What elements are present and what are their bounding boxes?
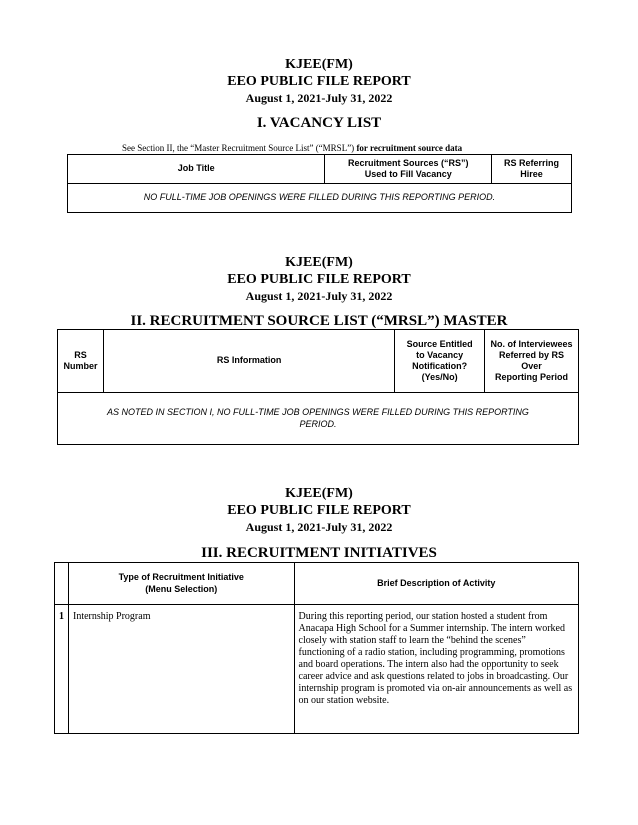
mrsl-message xyxy=(58,393,579,445)
mrsl-message-line1: AS NOTED IN SECTION I, NO FULL-TIME JOB OPENINGS WERE FILLED DURING THIS REPORTING xyxy=(107,407,529,418)
section-3-title: III. RECRUITMENT INITIATIVES xyxy=(201,545,437,561)
header-source-entitled-line2: to Vacancy xyxy=(416,349,464,360)
header-rs-number-line1: RS xyxy=(74,349,87,360)
report-period: August 1, 2021-July 31, 2022 xyxy=(245,289,393,303)
initiatives-table-row xyxy=(55,605,579,734)
header-rs-referring xyxy=(492,155,572,184)
station-call-sign: KJEE(FM) xyxy=(285,57,353,72)
mrsl-table-message-row xyxy=(58,393,579,445)
report-title: EEO PUBLIC FILE REPORT xyxy=(227,74,411,89)
mrsl-message-line2: PERIOD. xyxy=(299,418,337,429)
report-header-1 xyxy=(0,58,638,104)
station-call-sign: KJEE(FM) xyxy=(285,255,353,270)
report-header-2 xyxy=(0,256,638,302)
report-period: August 1, 2021-July 31, 2022 xyxy=(245,91,393,105)
header-initiative-type-line1: Type of Recruitment Initiative xyxy=(118,572,244,583)
header-rs-used xyxy=(325,155,492,184)
header-initiative-type xyxy=(68,563,294,605)
initiatives-table-header-row xyxy=(55,563,579,605)
header-rs-used-line1: Recruitment Sources (“RS”) xyxy=(347,157,469,168)
section-1-note-prefix: See Section II, the “Master Recruitment Source List” (“MRSL”) xyxy=(122,143,355,153)
vacancy-list-table xyxy=(67,154,572,213)
initiative-number: 1 xyxy=(55,605,69,734)
report-title: EEO PUBLIC FILE REPORT xyxy=(227,272,411,287)
header-description: Brief Description of Activity xyxy=(294,563,578,605)
header-rs-number-line2: Number xyxy=(63,361,98,371)
initiative-description: During this reporting period, our station hosted a student from Anacapa High School for a Summer internship. The intern worked closely with station staff to learn the “behind the scenes” functioning of a radio station, including programming, promotions and board operations. The intern also had the opportunity to seek career advice and ask questions related to jobs in broadcasting. Our internship program is promoted via on-air announcements as well as on our station website. xyxy=(294,605,578,734)
header-source-entitled-line1: Source Entitled xyxy=(406,338,473,349)
station-call-sign: KJEE(FM) xyxy=(285,486,353,501)
header-interviewees xyxy=(485,330,579,393)
section-1-note-suffix: for recruitment source data xyxy=(356,143,463,153)
header-job-title: Job Title xyxy=(68,155,325,184)
header-source-entitled-line3: Notification? xyxy=(412,361,468,371)
section-2-title: II. RECRUITMENT SOURCE LIST (“MRSL”) MASTER xyxy=(130,313,508,329)
header-interviewees-line3: Over xyxy=(521,361,542,371)
header-rs-number xyxy=(58,330,104,393)
header-rs-used-line2: Used to Fill Vacancy xyxy=(364,169,452,179)
header-source-entitled xyxy=(395,330,485,393)
vacancy-table-header-row xyxy=(68,155,572,184)
report-header-3 xyxy=(0,487,638,533)
recruitment-initiatives-table xyxy=(54,562,579,734)
report-title: EEO PUBLIC FILE REPORT xyxy=(227,503,411,518)
header-rs-referring-line2: Hiree xyxy=(520,169,543,179)
mrsl-table-header-row xyxy=(58,330,579,393)
section-1-title: I. VACANCY LIST xyxy=(256,115,382,131)
header-interviewees-line2: Referred by RS xyxy=(499,349,565,360)
initiative-type: Internship Program xyxy=(68,605,294,734)
vacancy-message: NO FULL-TIME JOB OPENINGS WERE FILLED DURING THIS REPORTING PERIOD. xyxy=(68,184,572,213)
section-1-note xyxy=(122,144,462,153)
header-interviewees-line1: No. of Interviewees xyxy=(490,338,573,349)
header-rs-referring-line1: RS Referring xyxy=(504,157,560,168)
header-interviewees-line4: Reporting Period xyxy=(495,372,569,383)
header-source-entitled-line4: (Yes/No) xyxy=(421,372,458,383)
vacancy-table-message-row xyxy=(68,184,572,213)
report-period: August 1, 2021-July 31, 2022 xyxy=(245,520,393,534)
header-number-col xyxy=(55,563,69,605)
header-rs-info: RS Information xyxy=(103,330,394,393)
recruitment-source-table xyxy=(57,329,579,445)
header-initiative-type-line2: (Menu Selection) xyxy=(145,583,218,594)
